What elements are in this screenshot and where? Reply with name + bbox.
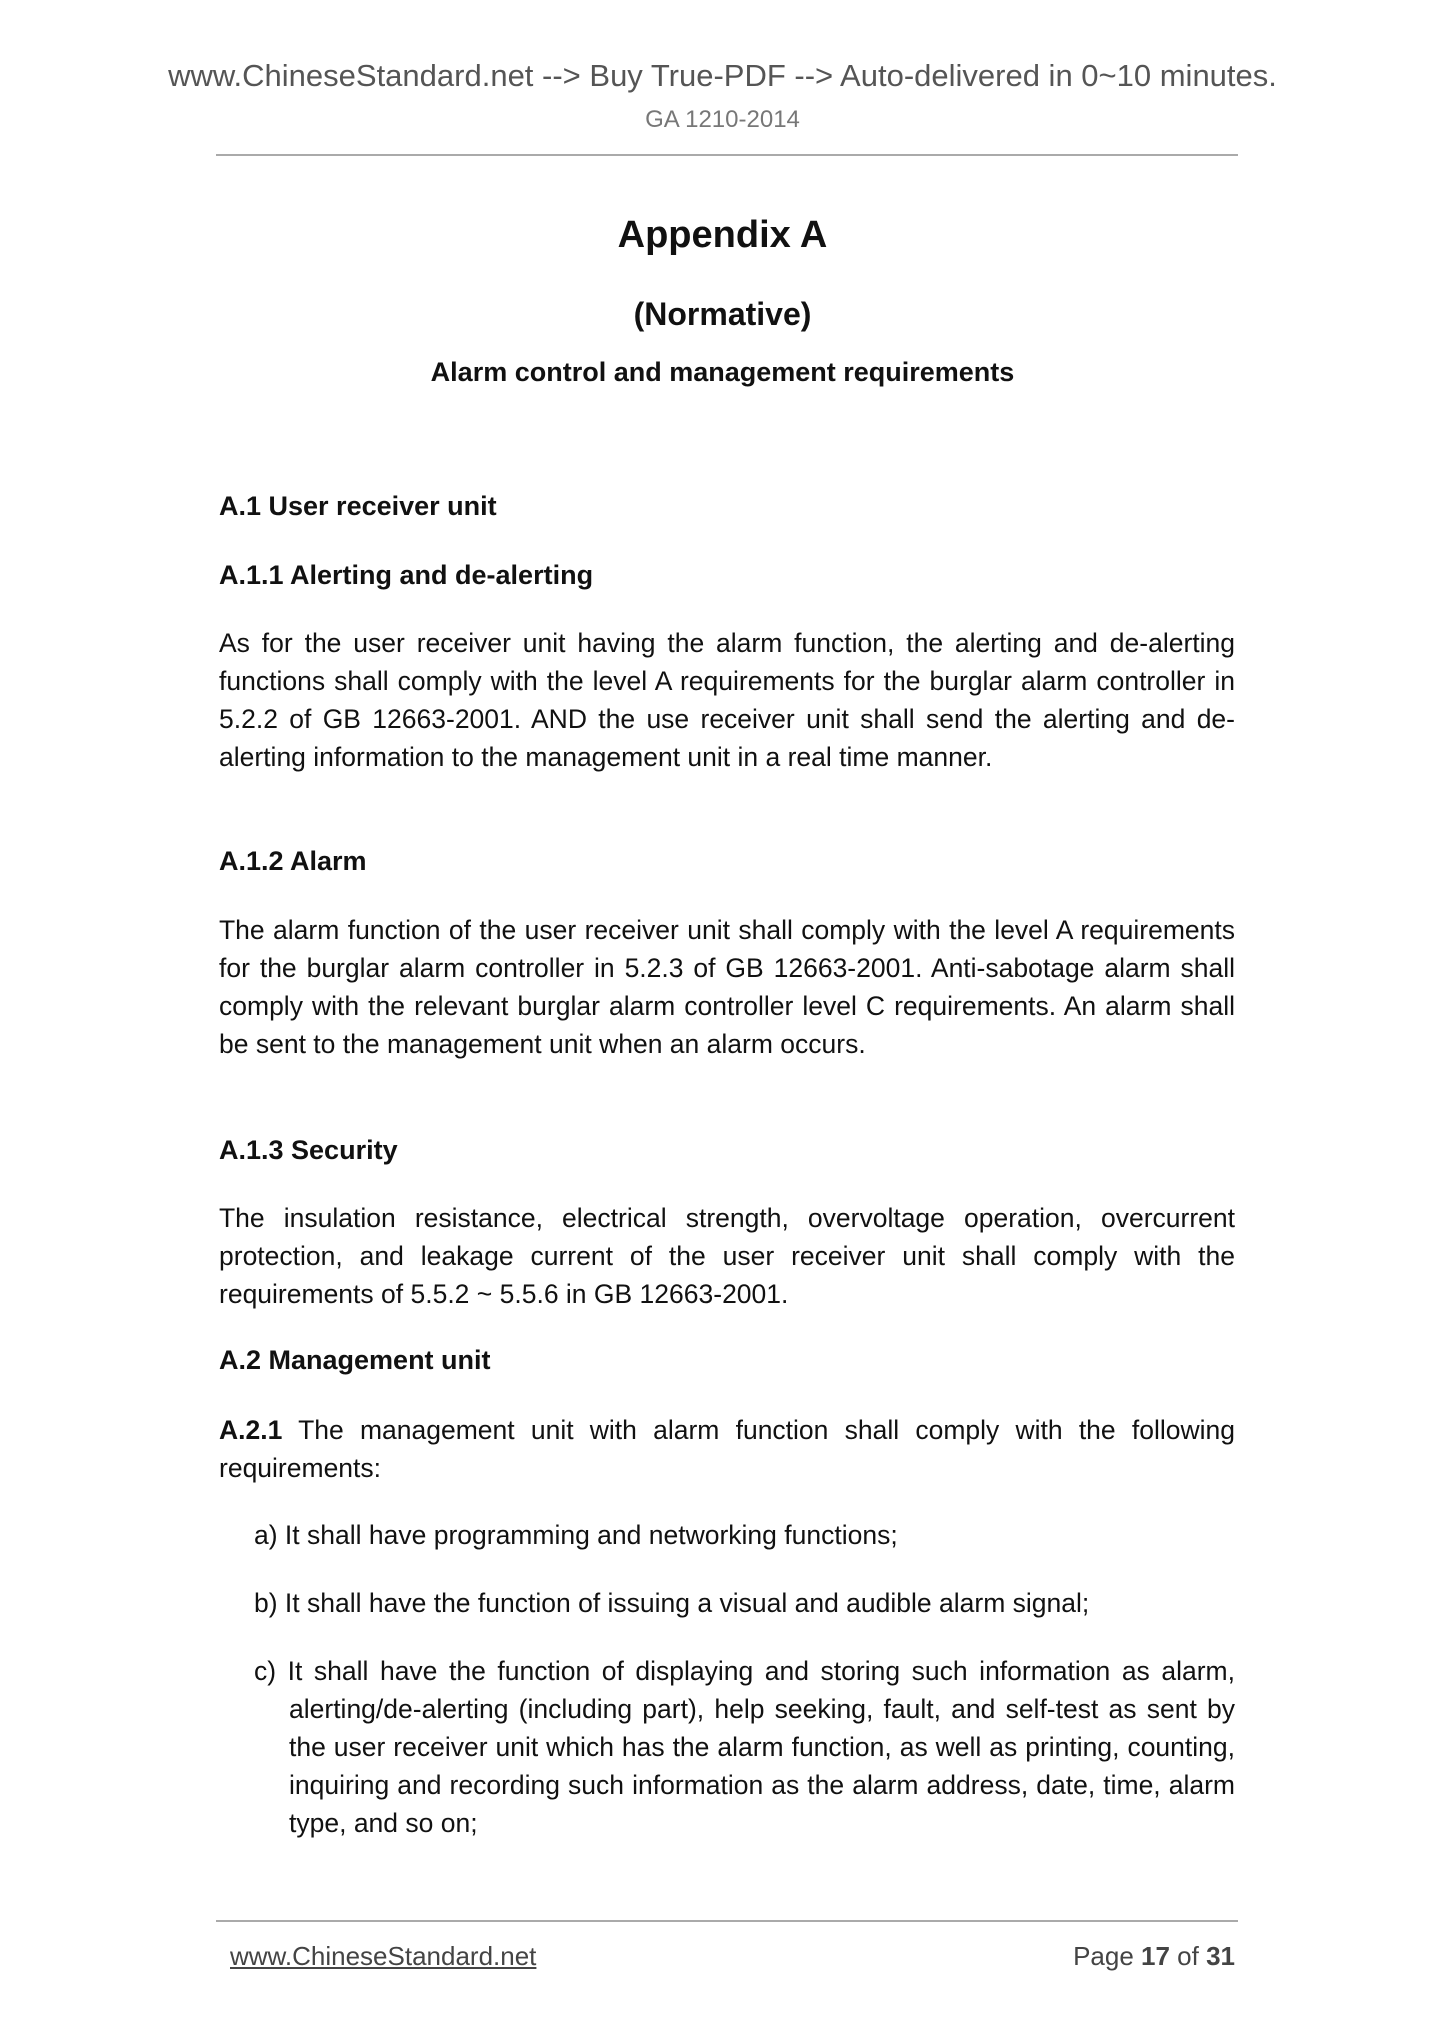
paragraph-a21 bbox=[219, 1411, 1235, 1487]
footer-link[interactable]: www.ChineseStandard.net bbox=[230, 1941, 537, 1971]
header-divider bbox=[216, 154, 1238, 156]
list-item: a) It shall have programming and networking functions; bbox=[254, 1520, 898, 1550]
list-item: b) It shall have the function of issuing a visual and audible alarm signal; bbox=[254, 1588, 1090, 1618]
header-banner: www.ChineseStandard.net --> Buy True-PDF --> Auto-delivered in 0~10 minutes. bbox=[168, 58, 1277, 93]
clause-text: The management unit with alarm function shall comply with the following requirements: bbox=[219, 1415, 1235, 1483]
page-number bbox=[1073, 1941, 1235, 1972]
heading-a1: A.1 User receiver unit bbox=[219, 491, 497, 521]
footer-divider bbox=[216, 1920, 1238, 1922]
heading-a13: A.1.3 Security bbox=[219, 1135, 398, 1165]
heading-a2: A.2 Management unit bbox=[219, 1345, 491, 1375]
heading-a12: A.1.2 Alarm bbox=[219, 846, 367, 876]
paragraph-a12: The alarm function of the user receiver unit shall comply with the level A requirements for the burglar alarm controller in 5.2.3 of GB 12663-2001. Anti-sabotage alarm shall comply with the relevant burglar alarm controller level C requirements. An alarm shall be sent to the management unit when an alarm occurs. bbox=[219, 915, 1235, 1059]
clause-number: A.2.1 bbox=[219, 1415, 283, 1445]
page-of: of bbox=[1169, 1941, 1207, 1971]
appendix-title: Appendix A bbox=[617, 214, 828, 256]
list-item: c) It shall have the function of displaying and storing such information as alarm, alerting/de-alerting (including part), help seeking, fault, and self-test as sent by the user receiver unit which has the alarm function, as well as printing, counting, inquiring and recording such information as the alarm address, date, time, alarm type, and so on; bbox=[254, 1656, 1235, 1838]
page-label: Page bbox=[1073, 1941, 1142, 1971]
total-pages: 31 bbox=[1206, 1941, 1235, 1971]
paragraph-a13: The insulation resistance, electrical strength, overvoltage operation, overcurrent protection, and leakage current of the user receiver unit shall comply with the requirements of 5.5.2 ~ 5.5.6 in GB 12663-2001. bbox=[219, 1203, 1235, 1309]
document-id: GA 1210-2014 bbox=[645, 106, 800, 133]
current-page: 17 bbox=[1141, 1941, 1170, 1971]
heading-a11: A.1.1 Alerting and de-alerting bbox=[219, 560, 594, 590]
appendix-subtitle: Alarm control and management requirements bbox=[430, 357, 1015, 387]
paragraph-a11: As for the user receiver unit having the alarm function, the alerting and de-alerting functions shall comply with the level A requirements for the burglar alarm controller in 5.2.2 of GB 12663-2001. AND the use receiver unit shall send the alerting and de-alerting information to the management unit in a real time manner. bbox=[219, 628, 1235, 772]
appendix-type: (Normative) bbox=[633, 296, 812, 332]
